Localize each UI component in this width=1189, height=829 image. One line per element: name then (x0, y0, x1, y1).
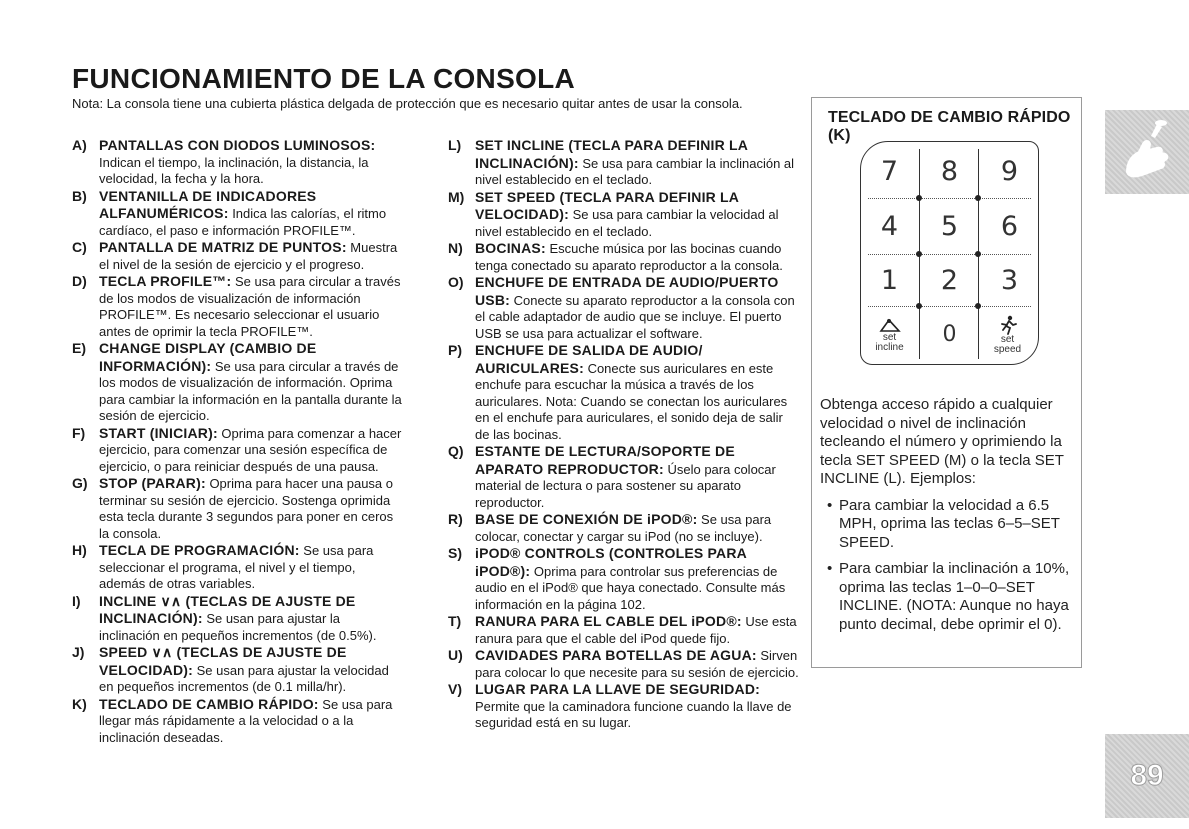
list-item (448, 681, 800, 732)
item-text: Se usa para circular a través de los modos de visualización de información. Oprima para cambiar la información en la pantalla durante la sesión de ejercicio. (99, 358, 402, 423)
item-letter: M) (448, 188, 465, 205)
item-letter: B) (72, 187, 87, 204)
item-heading: iPOD® CONTROLS (CONTROLES PARA iPOD®): (475, 545, 747, 579)
item-heading: ESTANTE DE LECTURA/SOPORTE DE APARATO REPRODUCTOR: (475, 443, 735, 477)
runner-icon (999, 315, 1017, 335)
list-item (448, 274, 800, 342)
item-letter: R) (448, 511, 463, 527)
key-5[interactable]: 5 (940, 211, 959, 242)
item-text: Oprima para comenzar a hacer ejercicio, para comenzar una sesión específica de ejercicio, o para reiniciar después de una pausa. (99, 425, 402, 474)
list-item (448, 240, 800, 274)
key-1[interactable]: 1 (880, 265, 899, 296)
intro-note: Nota: La consola tiene una cubierta plástica delgada de protección que es necesario quitar antes de usar la consola. (72, 96, 743, 111)
item-text: Úselo para colocar material de lectura o para sostener su aparato reproductor. (475, 461, 776, 510)
example-incline: • Para cambiar la inclinación a 10%, oprima las teclas 1–0–0–SET INCLINE. (NOTA: Aunque no haya punto decimal, debe oprimir el 0). (820, 560, 1078, 634)
list-item (72, 273, 402, 340)
quick-keypad-panel (811, 97, 1082, 668)
item-text: Muestra el nivel de la sesión de ejercicio y el progreso. (99, 240, 398, 272)
page-number: 89 (1130, 759, 1164, 792)
item-heading: TECLADO DE CAMBIO RÁPIDO: (99, 695, 319, 712)
keypad-dot (916, 195, 922, 201)
list-item (72, 239, 402, 273)
item-letter: G) (72, 475, 88, 491)
item-text: Se usa para seleccionar el programa, el nivel y el tiempo, además de otras variables. (99, 543, 374, 591)
example-speed: • Para cambiar la velocidad a 6.5 MPH, oprima las teclas 6–5–SET SPEED. (820, 497, 1078, 553)
item-text: Conecte sus auriculares en este enchufe para escuchar la música a través de los auriculares. Nota: Cuando se conectan los auriculares en el enchufe para auriculares, el sonido deja de salir de las bocinas. (475, 360, 788, 442)
item-text: Se usa para cambiar la velocidad al nivel establecido en el teclado. (475, 207, 779, 239)
item-letter: O) (448, 274, 464, 290)
page-number-tab (1105, 734, 1189, 818)
keypad-dot (916, 251, 922, 257)
list-item (72, 644, 402, 696)
item-heading: PANTALLAS CON DIODOS LUMINOSOS: (99, 137, 376, 153)
item-text: Se usa para cambiar la inclinación al nivel establecido en el teclado. (475, 155, 795, 187)
item-letter: T) (448, 613, 462, 629)
panel-title: TECLADO DE CAMBIO RÁPIDO (K) (828, 109, 1071, 144)
column-middle (448, 137, 800, 732)
item-text: Sirven para colocar lo que necesite para su sesión de ejercicio. (475, 648, 799, 680)
item-heading: LUGAR PARA LA LLAVE DE SEGURIDAD: (475, 681, 761, 697)
item-heading: ENCHUFE DE ENTRADA DE AUDIO/PUERTO USB: (475, 274, 779, 308)
item-text: Indican el tiempo, la inclinación, la distancia, la velocidad, la fecha y la hora. (99, 154, 369, 186)
list-item (448, 137, 800, 189)
item-letter: K) (72, 695, 87, 712)
set-speed-label: set speed (993, 333, 1022, 355)
panel-intro: Obtenga acceso rápido a cualquier velocidad o nivel de inclinación tecleando el número y oprimiendo la tecla SET SPEED (M) o la tecla SET INCLINE (L). Ejemplos: (820, 396, 1064, 487)
list-item (72, 696, 402, 747)
item-letter: V) (448, 681, 462, 697)
list-item (72, 137, 402, 188)
item-heading: TECLA PROFILE™: (99, 273, 232, 289)
list-item (72, 188, 402, 240)
keypad-dot (916, 303, 922, 309)
item-text: Oprima para controlar sus preferencias de audio en el iPod® que haya conectado. Consulte más información en la página 102. (475, 563, 786, 612)
item-text: Se usan para ajustar la inclinación en pequeños incrementos (de 0.5%). (99, 611, 377, 643)
item-letter: S) (448, 545, 462, 561)
item-letter: E) (72, 340, 86, 356)
item-heading: INCLINE ∨∧ (TECLAS DE AJUSTE DE INCLINACIÓN): (99, 592, 356, 626)
item-heading: BASE DE CONEXIÓN DE iPOD®: (475, 511, 698, 527)
list-item (72, 475, 402, 542)
item-heading: STOP (PARAR): (99, 475, 206, 491)
incline-icon (879, 317, 901, 333)
item-text: Permite que la caminadora funcione cuando la llave de seguridad está en su lugar. (475, 698, 792, 730)
list-item (448, 613, 800, 647)
item-text: Escuche música por las bocinas cuando tenga conectado su aparato reproductor a la consola. (475, 241, 783, 273)
key-7[interactable]: 7 (880, 156, 899, 187)
item-heading: TECLA DE PROGRAMACIÓN: (99, 542, 300, 558)
item-letter: I) (72, 592, 81, 609)
key-2[interactable]: 2 (940, 265, 959, 296)
item-heading: START (INICIAR): (99, 424, 218, 441)
item-letter: H) (72, 542, 87, 558)
item-text: Oprima para hacer una pausa o terminar su sesión de ejercicio. Sostenga oprimida esta tecla durante 3 segundos para poner en ceros la consola. (99, 476, 394, 541)
item-text: Se usan para ajustar la velocidad en pequeños incrementos (de 0.1 milla/hr). (99, 662, 389, 694)
item-letter: F) (72, 424, 86, 441)
item-letter: C) (72, 239, 87, 255)
list-item (72, 425, 402, 476)
list-item (448, 511, 800, 545)
item-heading: CHANGE DISPLAY (CAMBIO DE INFORMACIÓN): (99, 340, 317, 374)
list-item (448, 342, 800, 443)
key-8[interactable]: 8 (940, 156, 959, 187)
key-3[interactable]: 3 (1000, 265, 1019, 296)
item-heading: VENTANILLA DE INDICADORES ALFANUMÉRICOS: (99, 187, 317, 221)
set-incline-label: set incline (875, 331, 904, 353)
item-text: Se usa para circular a través de los modos de visualización de información PROFILE™. Es necesario seleccionar el usuario antes de oprimir la tecla PROFILE™. (99, 274, 401, 339)
page-title: FUNCIONAMIENTO DE LA CONSOLA (72, 63, 576, 94)
keypad-diagram (860, 141, 1039, 365)
item-letter: Q) (448, 443, 464, 459)
item-heading: SPEED ∨∧ (TECLAS DE AJUSTE DE VELOCIDAD): (99, 644, 347, 678)
list-item (72, 542, 402, 593)
set-speed-button[interactable] (981, 309, 1034, 360)
list-item (448, 189, 800, 241)
item-letter: J) (72, 644, 85, 660)
keypad-divider (868, 306, 1031, 307)
item-letter: P) (448, 342, 462, 358)
key-6[interactable]: 6 (1000, 211, 1019, 242)
keypad-divider (868, 198, 1031, 199)
list-item (448, 647, 800, 681)
key-4[interactable]: 4 (880, 211, 899, 242)
section-tab (1105, 110, 1189, 194)
item-heading: SET INCLINE (TECLA PARA DEFINIR LA INCLINACIÓN): (475, 137, 748, 171)
column-left (72, 137, 402, 746)
item-heading: PANTALLA DE MATRIZ DE PUNTOS: (99, 239, 347, 255)
item-letter: N) (448, 240, 463, 256)
key-9[interactable]: 9 (1000, 156, 1019, 187)
set-incline-button[interactable] (863, 309, 916, 360)
item-text: Se usa para colocar, conectar y cargar su iPod (no se incluye). (475, 512, 772, 544)
item-heading: ENCHUFE DE SALIDA DE AUDIO/ AURICULARES: (475, 342, 703, 376)
list-item (448, 545, 800, 613)
item-text: Se usa para llegar más rápidamente a la velocidad o a la inclinación deseadas. (99, 696, 393, 745)
item-letter: U) (448, 647, 463, 663)
list-item (72, 593, 402, 645)
item-heading: RANURA PARA EL CABLE DEL iPOD®: (475, 613, 742, 629)
item-letter: D) (72, 273, 87, 289)
item-letter: A) (72, 137, 87, 153)
item-text: Indica las calorías, el ritmo cardíaco, el paso e información PROFILE™. (99, 206, 387, 238)
hand-pressing-button-icon (1105, 110, 1189, 194)
item-heading: CAVIDADES PARA BOTELLAS DE AGUA: (475, 647, 757, 663)
item-text: Use esta ranura para que el cable del iPod quede fijo. (475, 614, 797, 646)
item-heading: BOCINAS: (475, 240, 546, 256)
item-heading: SET SPEED (TECLA PARA DEFINIR LA VELOCIDAD): (475, 188, 739, 222)
list-item (448, 443, 800, 511)
item-text: Conecte su aparato reproductor a la consola con el cable adaptador de audio que se incluye. El puerto USB se usa para actualizar el software. (475, 292, 795, 341)
list-item (72, 340, 402, 425)
key-0[interactable]: 0 (942, 322, 957, 347)
panel-instructions (820, 396, 1078, 634)
item-letter: L) (448, 137, 462, 153)
